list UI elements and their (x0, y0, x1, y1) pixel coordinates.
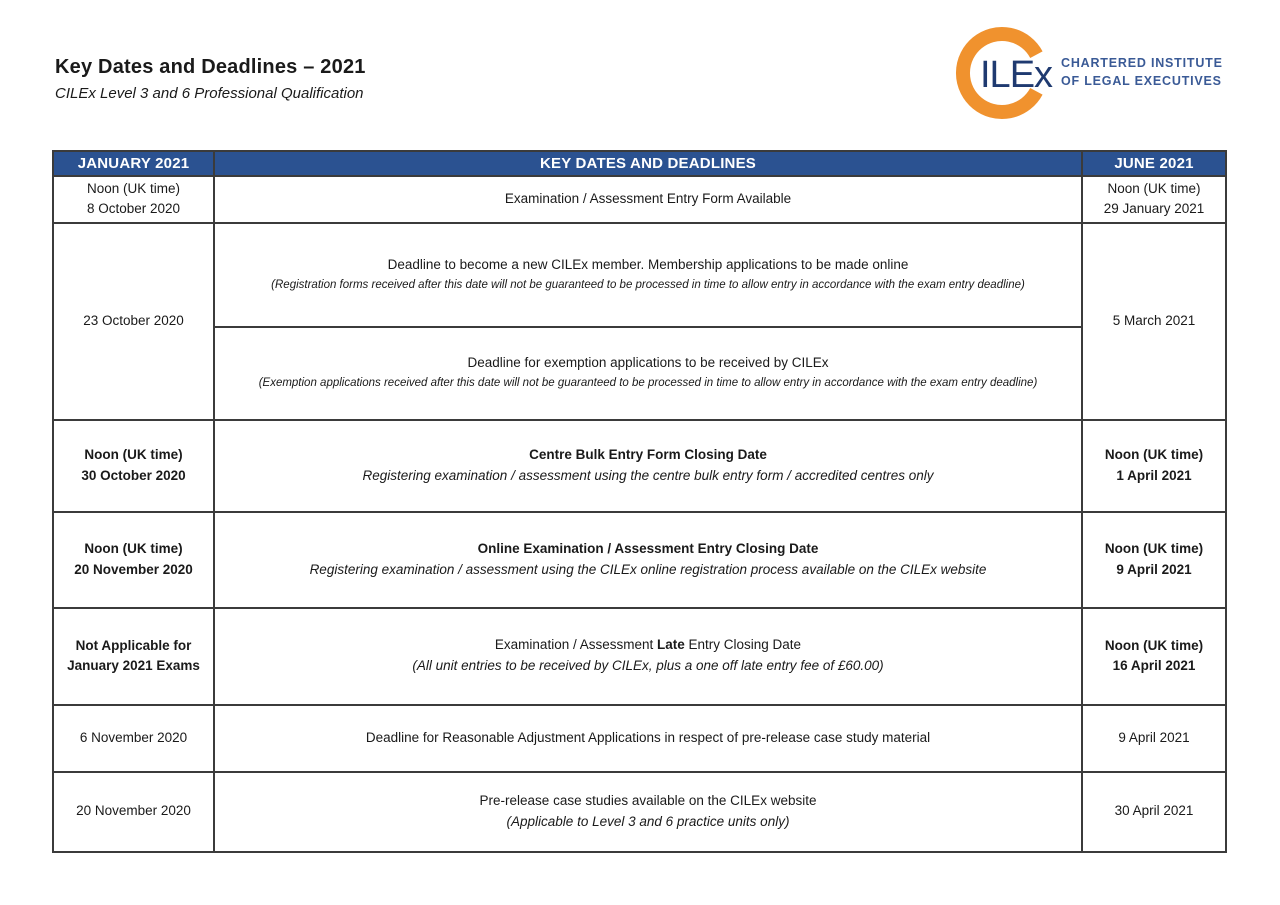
deadline-cell (214, 772, 1082, 852)
deadline-title-post: Entry Closing Date (684, 637, 802, 653)
deadline-cell (214, 420, 1082, 512)
date-line: 1 April 2021 (1116, 467, 1192, 483)
date-line: Noon (UK time) (84, 541, 183, 557)
deadline-subtitle: (Applicable to Level 3 and 6 practice units only) (506, 813, 790, 829)
date-line: 6 November 2020 (79, 729, 188, 745)
deadline-cell (214, 512, 1082, 608)
deadline-title: Examination / Assessment Entry Form Available (504, 190, 792, 206)
date-line: 9 April 2021 (1116, 561, 1192, 577)
deadline-title: Centre Bulk Entry Form Closing Date (529, 446, 767, 462)
logo-org-line2: OF LEGAL EXECUTIVES (1061, 74, 1222, 88)
key-dates-table (52, 150, 1227, 853)
jan-date-cell (53, 608, 214, 705)
date-line: Noon (UK time) (84, 447, 183, 463)
deadline-cell (214, 223, 1082, 327)
deadline-title: Online Examination / Assessment Entry Closing Date (477, 540, 819, 556)
page-subtitle: CILEx Level 3 and 6 Professional Qualification (55, 85, 364, 102)
date-line: Noon (UK time) (1107, 181, 1201, 196)
deadline-cell (214, 327, 1082, 420)
cilex-logo (955, 26, 1230, 122)
table-row (53, 512, 1226, 608)
date-line: January 2021 Exams (67, 658, 200, 673)
date-line: 16 April 2021 (1112, 658, 1196, 673)
june-date-cell (1082, 512, 1226, 608)
table-row (53, 176, 1226, 223)
date-line: 30 October 2020 (81, 467, 186, 483)
header-row (53, 151, 1226, 176)
date-line: 20 November 2020 (74, 561, 193, 577)
deadline-cell (214, 176, 1082, 223)
deadline-title: Pre-release case studies available on the CILEx website (479, 792, 817, 808)
column-header-january: JANUARY 2021 (53, 151, 214, 176)
table-row (53, 223, 1226, 327)
deadline-title: Deadline for exemption applications to be received by CILEx (467, 355, 829, 371)
date-line: Noon (UK time) (86, 181, 181, 196)
date-line: Not Applicable for (75, 637, 192, 653)
page-title: Key Dates and Deadlines – 2021 (55, 56, 366, 78)
date-line: 5 March 2021 (1112, 312, 1196, 328)
table-row (53, 420, 1226, 512)
june-date-cell (1082, 176, 1226, 223)
deadline-subtitle: (All unit entries to be received by CILEx, plus a one off late entry fee of £60.00) (412, 658, 884, 673)
date-line: Noon (UK time) (1104, 447, 1204, 463)
logo-wordmark: ILEx (980, 54, 1053, 96)
date-line: 9 April 2021 (1118, 729, 1190, 745)
jan-date-cell (53, 176, 214, 223)
june-date-cell (1082, 772, 1226, 852)
deadline-title (223, 635, 1073, 656)
column-header-june: JUNE 2021 (1082, 151, 1226, 176)
june-date-cell (1082, 705, 1226, 772)
date-line: 20 November 2020 (76, 803, 191, 819)
jan-date-cell (53, 772, 214, 852)
jan-date-cell (53, 420, 214, 512)
deadline-title-pre: Examination / Assessment (494, 637, 657, 653)
date-line: 30 April 2021 (1114, 803, 1194, 819)
deadline-title: Deadline to become a new CILEx member. Membership applications to be made online (387, 256, 909, 272)
june-date-cell (1082, 420, 1226, 512)
date-line: 29 January 2021 (1103, 201, 1205, 217)
june-date-cell (1082, 223, 1226, 420)
deadline-title-late: Late (657, 637, 685, 653)
logo-org-line1: CHARTERED INSTITUTE (1061, 56, 1223, 70)
deadline-note: (Exemption applications received after this date will not be guaranteed to be processed in time to allow entry in accordance with the exam entry deadline) (258, 377, 1038, 390)
deadline-title: Deadline for Reasonable Adjustment Applications in respect of pre-release case study material (365, 729, 931, 745)
table-row (53, 705, 1226, 772)
table-row (53, 608, 1226, 705)
table-row (53, 772, 1226, 852)
date-line: 8 October 2020 (86, 201, 181, 217)
deadline-subtitle: Registering examination / assessment using the centre bulk entry form / accredited centres only (362, 467, 934, 483)
date-line: 23 October 2020 (83, 312, 184, 328)
table-row (53, 327, 1226, 420)
deadline-subtitle: Registering examination / assessment using the CILEx online registration process available on the CILEx website (309, 561, 987, 577)
deadline-cell (214, 608, 1082, 705)
column-header-key-dates: KEY DATES AND DEADLINES (214, 151, 1082, 176)
cilex-logo-graphic (955, 26, 1230, 122)
jan-date-cell (53, 705, 214, 772)
deadline-note: (Registration forms received after this date will not be guaranteed to be processed in time to allow entry in accordance with the exam entry deadline) (271, 278, 1025, 291)
document-header (55, 56, 366, 102)
deadline-cell (214, 705, 1082, 772)
date-line: Noon (UK time) (1104, 637, 1204, 653)
jan-date-cell (53, 223, 214, 420)
date-line: Noon (UK time) (1104, 541, 1204, 557)
june-date-cell (1082, 608, 1226, 705)
jan-date-cell (53, 512, 214, 608)
